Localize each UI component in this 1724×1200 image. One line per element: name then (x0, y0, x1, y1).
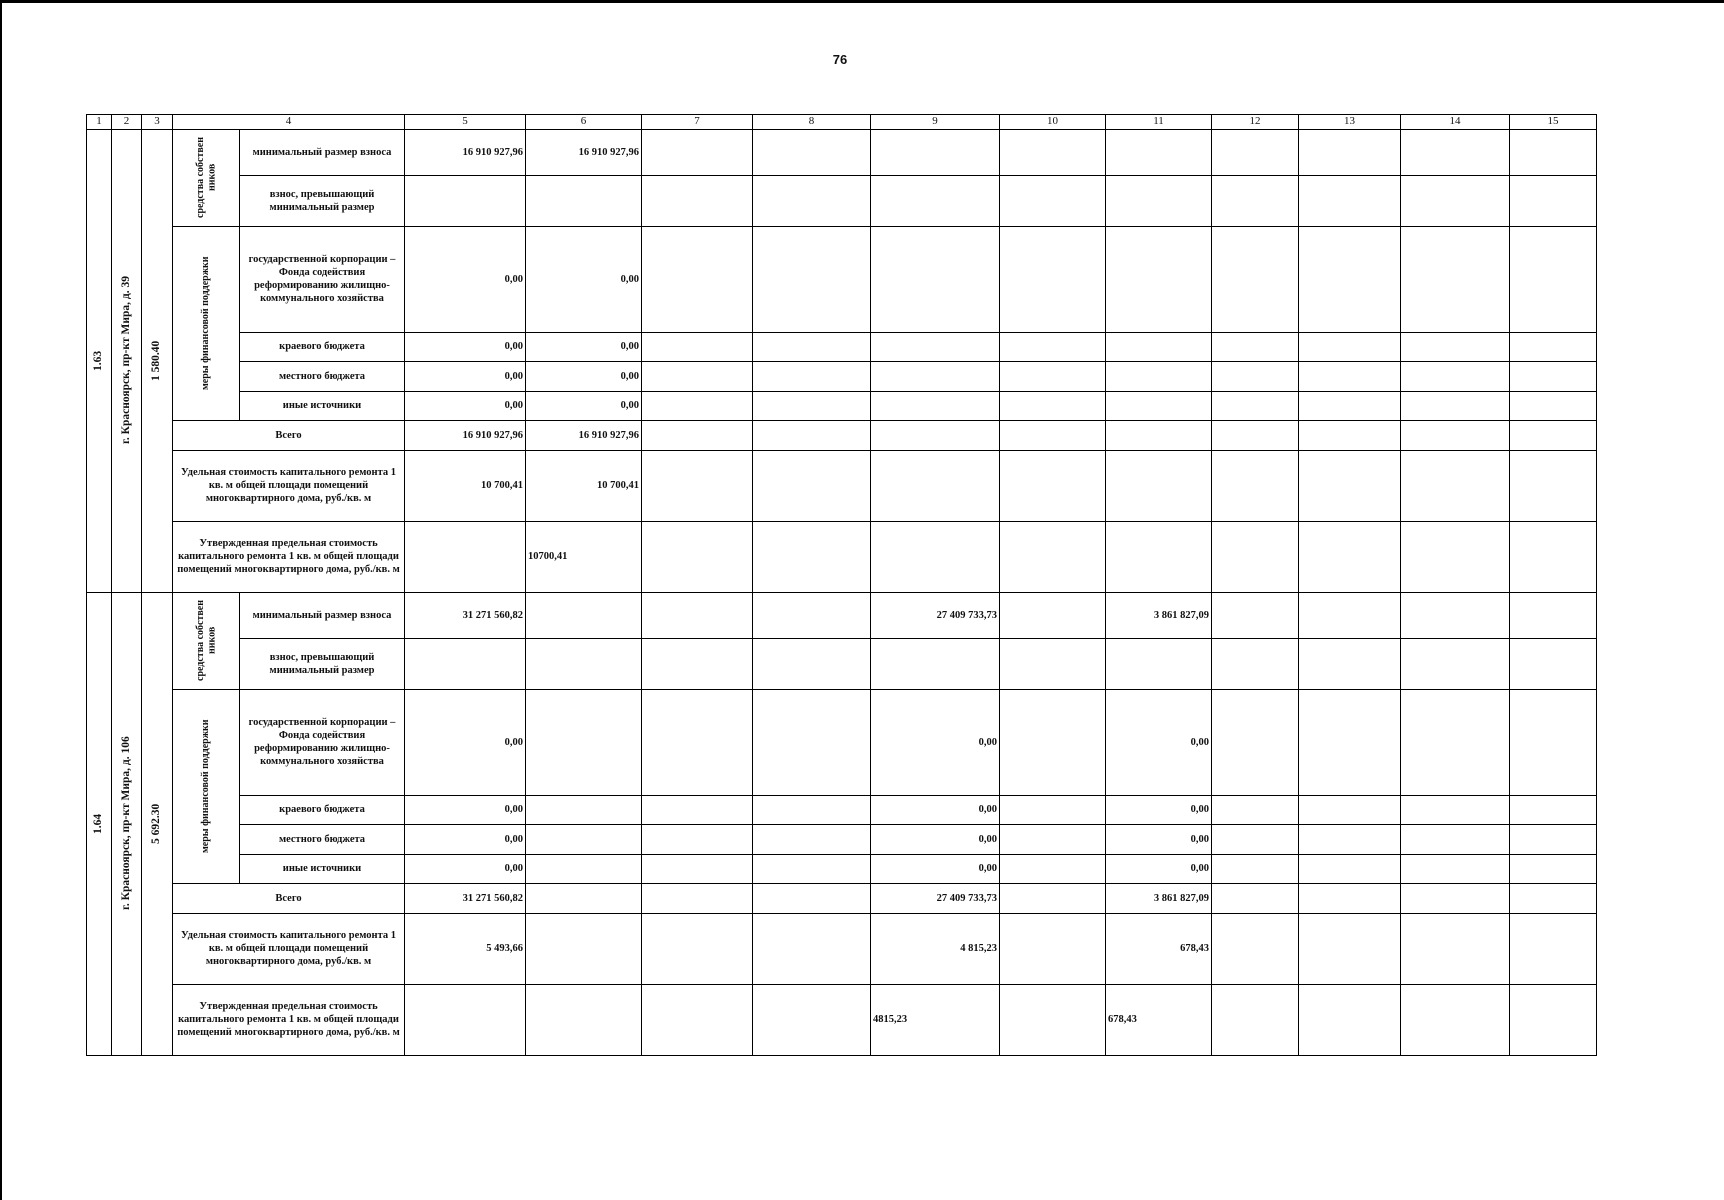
header-col-11: 11 (1106, 115, 1212, 130)
value-cell-col-7 (642, 175, 753, 226)
value-cell-col-12 (1212, 129, 1299, 175)
value-cell-col-5: 16 910 927,96 (405, 420, 526, 450)
value-cell-col-13 (1299, 824, 1401, 854)
table-row (87, 824, 1597, 854)
value-cell-col-12 (1212, 420, 1299, 450)
value-cell-col-12 (1212, 450, 1299, 521)
value-cell-col-9: 4 815,23 (871, 913, 1000, 984)
value-cell-col-14 (1401, 226, 1510, 332)
value-cell-col-10 (1000, 984, 1106, 1055)
value-cell-col-14 (1401, 689, 1510, 795)
value-cell-col-9 (871, 129, 1000, 175)
value-cell-col-10 (1000, 824, 1106, 854)
value-cell-col-12 (1212, 883, 1299, 913)
table-row (87, 883, 1597, 913)
value-cell-col-14 (1401, 129, 1510, 175)
value-cell-col-8 (753, 450, 871, 521)
value-cell-col-14 (1401, 854, 1510, 883)
value-cell-col-12 (1212, 913, 1299, 984)
value-cell-col-9 (871, 332, 1000, 361)
value-cell-col-6 (526, 824, 642, 854)
value-cell-col-9: 0,00 (871, 854, 1000, 883)
value-cell-col-9: 0,00 (871, 795, 1000, 824)
header-col-10: 10 (1000, 115, 1106, 130)
page-left-edge (0, 0, 2, 1200)
value-cell-col-11 (1106, 332, 1212, 361)
value-cell-col-8 (753, 391, 871, 420)
value-cell-col-6 (526, 638, 642, 689)
object-area: 5 692.30 (150, 803, 163, 844)
area-cell (142, 592, 173, 1055)
financial-support-group-cell (173, 689, 240, 883)
value-cell-col-10 (1000, 883, 1106, 913)
value-cell-col-10 (1000, 592, 1106, 638)
value-cell-col-15 (1510, 226, 1597, 332)
value-cell-col-14 (1401, 332, 1510, 361)
header-col-5: 5 (405, 115, 526, 130)
value-cell-col-13 (1299, 795, 1401, 824)
value-cell-col-7 (642, 689, 753, 795)
row-label-min-fee: минимальный размер взноса (240, 129, 405, 175)
value-cell-col-6 (526, 984, 642, 1055)
value-cell-col-14 (1401, 913, 1510, 984)
value-cell-col-7 (642, 795, 753, 824)
value-cell-col-12 (1212, 332, 1299, 361)
table-row (87, 913, 1597, 984)
value-cell-col-15 (1510, 450, 1597, 521)
value-cell-col-9: 27 409 733,73 (871, 883, 1000, 913)
row-label-regional: краевого бюджета (240, 332, 405, 361)
value-cell-col-12 (1212, 824, 1299, 854)
table-row (87, 795, 1597, 824)
value-cell-col-10 (1000, 226, 1106, 332)
table-row (87, 638, 1597, 689)
value-cell-col-12 (1212, 854, 1299, 883)
value-cell-col-10 (1000, 391, 1106, 420)
area-cell (142, 129, 173, 592)
value-cell-col-14 (1401, 883, 1510, 913)
value-cell-col-11 (1106, 175, 1212, 226)
value-cell-col-12 (1212, 391, 1299, 420)
value-cell-col-11: 3 861 827,09 (1106, 883, 1212, 913)
value-cell-col-15 (1510, 913, 1597, 984)
value-cell-col-9 (871, 638, 1000, 689)
header-col-3: 3 (142, 115, 173, 130)
value-cell-col-6: 10700,41 (526, 521, 642, 592)
value-cell-col-6: 16 910 927,96 (526, 420, 642, 450)
value-cell-col-8 (753, 226, 871, 332)
value-cell-col-12 (1212, 592, 1299, 638)
value-cell-col-6 (526, 913, 642, 984)
value-cell-col-15 (1510, 689, 1597, 795)
value-cell-col-10 (1000, 638, 1106, 689)
value-cell-col-9 (871, 175, 1000, 226)
page-number: 76 (832, 52, 848, 67)
table-row (87, 689, 1597, 795)
row-label-local: местного бюджета (240, 824, 405, 854)
row-label-limit-cost: Утвержденная предельная стоимость капитального ремонта 1 кв. м общей площади помещений многоквартирного дома, руб./кв. м (173, 984, 405, 1055)
value-cell-col-13 (1299, 361, 1401, 391)
value-cell-col-8 (753, 592, 871, 638)
row-label-total: Всего (173, 883, 405, 913)
row-label-other: иные источники (240, 391, 405, 420)
value-cell-col-11: 0,00 (1106, 854, 1212, 883)
value-cell-col-15 (1510, 638, 1597, 689)
header-col-1: 1 (87, 115, 112, 130)
value-cell-col-13 (1299, 854, 1401, 883)
row-label-state-corp: государственной корпорации – Фонда содействия реформированию жилищно-коммунального хозяйства (240, 689, 405, 795)
value-cell-col-9 (871, 226, 1000, 332)
value-cell-col-11: 0,00 (1106, 795, 1212, 824)
value-cell-col-10 (1000, 361, 1106, 391)
header-col-4: 4 (173, 115, 405, 130)
value-cell-col-14 (1401, 638, 1510, 689)
object-address: г. Красноярск, пр-кт Мира, д. 106 (119, 736, 132, 911)
value-cell-col-5: 31 271 560,82 (405, 883, 526, 913)
value-cell-col-5: 0,00 (405, 391, 526, 420)
value-cell-col-6: 0,00 (526, 226, 642, 332)
value-cell-col-6 (526, 883, 642, 913)
value-cell-col-6 (526, 175, 642, 226)
value-cell-col-13 (1299, 984, 1401, 1055)
value-cell-col-5: 0,00 (405, 361, 526, 391)
value-cell-col-12 (1212, 689, 1299, 795)
value-cell-col-15 (1510, 854, 1597, 883)
value-cell-col-13 (1299, 638, 1401, 689)
owner-funds-group-cell (173, 129, 240, 226)
value-cell-col-10 (1000, 450, 1106, 521)
value-cell-col-11: 3 861 827,09 (1106, 592, 1212, 638)
value-cell-col-8 (753, 175, 871, 226)
value-cell-col-8 (753, 361, 871, 391)
value-cell-col-11 (1106, 420, 1212, 450)
row-label-total: Всего (173, 420, 405, 450)
object-area: 1 580.40 (150, 340, 163, 381)
value-cell-col-8 (753, 854, 871, 883)
value-cell-col-9: 4815,23 (871, 984, 1000, 1055)
value-cell-col-15 (1510, 420, 1597, 450)
value-cell-col-5 (405, 638, 526, 689)
table-row (87, 361, 1597, 391)
header-col-9: 9 (871, 115, 1000, 130)
value-cell-col-7 (642, 913, 753, 984)
header-col-8: 8 (753, 115, 871, 130)
value-cell-col-5: 31 271 560,82 (405, 592, 526, 638)
value-cell-col-11 (1106, 450, 1212, 521)
value-cell-col-8 (753, 913, 871, 984)
value-cell-col-10 (1000, 420, 1106, 450)
header-col-7: 7 (642, 115, 753, 130)
value-cell-col-13 (1299, 521, 1401, 592)
row-label-unit-cost: Удельная стоимость капитального ремонта 1 кв. м общей площади помещений многоквартирного дома, руб./кв. м (173, 450, 405, 521)
value-cell-col-12 (1212, 984, 1299, 1055)
value-cell-col-12 (1212, 361, 1299, 391)
value-cell-col-13 (1299, 420, 1401, 450)
value-cell-col-10 (1000, 175, 1106, 226)
value-cell-col-13 (1299, 175, 1401, 226)
value-cell-col-13 (1299, 592, 1401, 638)
value-cell-col-15 (1510, 824, 1597, 854)
table-row (87, 129, 1597, 175)
header-col-13: 13 (1299, 115, 1401, 130)
value-cell-col-6: 10 700,41 (526, 450, 642, 521)
value-cell-col-5: 0,00 (405, 332, 526, 361)
object-number-cell (87, 592, 112, 1055)
value-cell-col-12 (1212, 795, 1299, 824)
value-cell-col-8 (753, 883, 871, 913)
value-cell-col-10 (1000, 129, 1106, 175)
value-cell-col-7 (642, 391, 753, 420)
value-cell-col-11 (1106, 521, 1212, 592)
value-cell-col-7 (642, 984, 753, 1055)
value-cell-col-6 (526, 592, 642, 638)
header-col-12: 12 (1212, 115, 1299, 130)
value-cell-col-14 (1401, 175, 1510, 226)
value-cell-col-13 (1299, 391, 1401, 420)
value-cell-col-14 (1401, 361, 1510, 391)
owner-funds-group-cell (173, 592, 240, 689)
row-label-regional: краевого бюджета (240, 795, 405, 824)
value-cell-col-11: 678,43 (1106, 984, 1212, 1055)
owner-funds-group-label: средства собствен ников (194, 137, 217, 219)
value-cell-col-6: 16 910 927,96 (526, 129, 642, 175)
value-cell-col-6 (526, 795, 642, 824)
value-cell-col-12 (1212, 226, 1299, 332)
value-cell-col-13 (1299, 129, 1401, 175)
value-cell-col-5: 0,00 (405, 854, 526, 883)
value-cell-col-7 (642, 129, 753, 175)
value-cell-col-10 (1000, 913, 1106, 984)
value-cell-col-7 (642, 824, 753, 854)
value-cell-col-15 (1510, 795, 1597, 824)
value-cell-col-5: 0,00 (405, 795, 526, 824)
table-row (87, 420, 1597, 450)
value-cell-col-7 (642, 592, 753, 638)
row-label-limit-cost: Утвержденная предельная стоимость капитального ремонта 1 кв. м общей площади помещений многоквартирного дома, руб./кв. м (173, 521, 405, 592)
value-cell-col-5 (405, 521, 526, 592)
table-row (87, 226, 1597, 332)
value-cell-col-9 (871, 521, 1000, 592)
table-row (87, 592, 1597, 638)
value-cell-col-15 (1510, 883, 1597, 913)
table-row (87, 984, 1597, 1055)
header-col-14: 14 (1401, 115, 1510, 130)
value-cell-col-7 (642, 361, 753, 391)
table-row (87, 332, 1597, 361)
value-cell-col-5 (405, 175, 526, 226)
object-address: г. Красноярск, пр-кт Мира, д. 39 (119, 276, 132, 445)
value-cell-col-8 (753, 984, 871, 1055)
value-cell-col-14 (1401, 592, 1510, 638)
address-cell (112, 592, 142, 1055)
value-cell-col-14 (1401, 521, 1510, 592)
table-row (87, 521, 1597, 592)
value-cell-col-15 (1510, 332, 1597, 361)
financial-support-group-label: меры финансовой поддержки (200, 256, 212, 390)
value-cell-col-11 (1106, 361, 1212, 391)
capital-repair-table (86, 114, 1597, 1056)
value-cell-col-10 (1000, 689, 1106, 795)
table-row (87, 854, 1597, 883)
value-cell-col-15 (1510, 521, 1597, 592)
row-label-min-fee: минимальный размер взноса (240, 592, 405, 638)
object-number: 1.63 (92, 350, 105, 371)
value-cell-col-15 (1510, 175, 1597, 226)
value-cell-col-5: 10 700,41 (405, 450, 526, 521)
value-cell-col-10 (1000, 795, 1106, 824)
value-cell-col-14 (1401, 450, 1510, 521)
value-cell-col-7 (642, 521, 753, 592)
value-cell-col-13 (1299, 689, 1401, 795)
value-cell-col-14 (1401, 795, 1510, 824)
value-cell-col-10 (1000, 332, 1106, 361)
value-cell-col-6: 0,00 (526, 391, 642, 420)
value-cell-col-6: 0,00 (526, 332, 642, 361)
value-cell-col-9: 27 409 733,73 (871, 592, 1000, 638)
header-row (87, 115, 1597, 130)
value-cell-col-6 (526, 854, 642, 883)
financial-support-group-cell (173, 226, 240, 420)
value-cell-col-5: 0,00 (405, 824, 526, 854)
value-cell-col-7 (642, 420, 753, 450)
value-cell-col-13 (1299, 883, 1401, 913)
value-cell-col-11 (1106, 129, 1212, 175)
value-cell-col-6: 0,00 (526, 361, 642, 391)
value-cell-col-14 (1401, 420, 1510, 450)
value-cell-col-8 (753, 420, 871, 450)
value-cell-col-15 (1510, 984, 1597, 1055)
value-cell-col-13 (1299, 913, 1401, 984)
page-top-edge (0, 0, 1724, 3)
value-cell-col-8 (753, 129, 871, 175)
row-label-state-corp: государственной корпорации – Фонда содействия реформированию жилищно-коммунального хозяйства (240, 226, 405, 332)
value-cell-col-8 (753, 332, 871, 361)
header-col-6: 6 (526, 115, 642, 130)
value-cell-col-12 (1212, 638, 1299, 689)
row-label-unit-cost: Удельная стоимость капитального ремонта 1 кв. м общей площади помещений многоквартирного дома, руб./кв. м (173, 913, 405, 984)
value-cell-col-11: 678,43 (1106, 913, 1212, 984)
value-cell-col-11 (1106, 638, 1212, 689)
value-cell-col-7 (642, 854, 753, 883)
row-label-excess-fee: взнос, превышающий минимальный размер (240, 175, 405, 226)
value-cell-col-8 (753, 638, 871, 689)
value-cell-col-8 (753, 824, 871, 854)
value-cell-col-14 (1401, 824, 1510, 854)
header-col-15: 15 (1510, 115, 1597, 130)
value-cell-col-9 (871, 361, 1000, 391)
value-cell-col-11: 0,00 (1106, 824, 1212, 854)
value-cell-col-14 (1401, 984, 1510, 1055)
row-label-excess-fee: взнос, превышающий минимальный размер (240, 638, 405, 689)
value-cell-col-15 (1510, 361, 1597, 391)
value-cell-col-11 (1106, 226, 1212, 332)
value-cell-col-7 (642, 638, 753, 689)
value-cell-col-15 (1510, 592, 1597, 638)
value-cell-col-9: 0,00 (871, 689, 1000, 795)
value-cell-col-5 (405, 984, 526, 1055)
value-cell-col-11: 0,00 (1106, 689, 1212, 795)
table-row (87, 391, 1597, 420)
value-cell-col-11 (1106, 391, 1212, 420)
value-cell-col-9 (871, 420, 1000, 450)
value-cell-col-12 (1212, 521, 1299, 592)
value-cell-col-12 (1212, 175, 1299, 226)
row-label-other: иные источники (240, 854, 405, 883)
value-cell-col-8 (753, 689, 871, 795)
value-cell-col-13 (1299, 450, 1401, 521)
value-cell-col-13 (1299, 226, 1401, 332)
table-row (87, 450, 1597, 521)
value-cell-col-13 (1299, 332, 1401, 361)
value-cell-col-5: 0,00 (405, 689, 526, 795)
object-number-cell (87, 129, 112, 592)
value-cell-col-7 (642, 332, 753, 361)
value-cell-col-15 (1510, 129, 1597, 175)
value-cell-col-9: 0,00 (871, 824, 1000, 854)
value-cell-col-7 (642, 226, 753, 332)
value-cell-col-5: 0,00 (405, 226, 526, 332)
financial-support-group-label: меры финансовой поддержки (200, 719, 212, 853)
value-cell-col-9 (871, 450, 1000, 521)
value-cell-col-8 (753, 521, 871, 592)
row-label-local: местного бюджета (240, 361, 405, 391)
value-cell-col-7 (642, 450, 753, 521)
value-cell-col-6 (526, 689, 642, 795)
table-row (87, 175, 1597, 226)
value-cell-col-9 (871, 391, 1000, 420)
value-cell-col-15 (1510, 391, 1597, 420)
value-cell-col-10 (1000, 854, 1106, 883)
header-col-2: 2 (112, 115, 142, 130)
value-cell-col-5: 16 910 927,96 (405, 129, 526, 175)
value-cell-col-10 (1000, 521, 1106, 592)
object-number: 1.64 (92, 813, 105, 834)
address-cell (112, 129, 142, 592)
value-cell-col-7 (642, 883, 753, 913)
value-cell-col-8 (753, 795, 871, 824)
value-cell-col-14 (1401, 391, 1510, 420)
value-cell-col-5: 5 493,66 (405, 913, 526, 984)
owner-funds-group-label: средства собствен ников (194, 600, 217, 682)
